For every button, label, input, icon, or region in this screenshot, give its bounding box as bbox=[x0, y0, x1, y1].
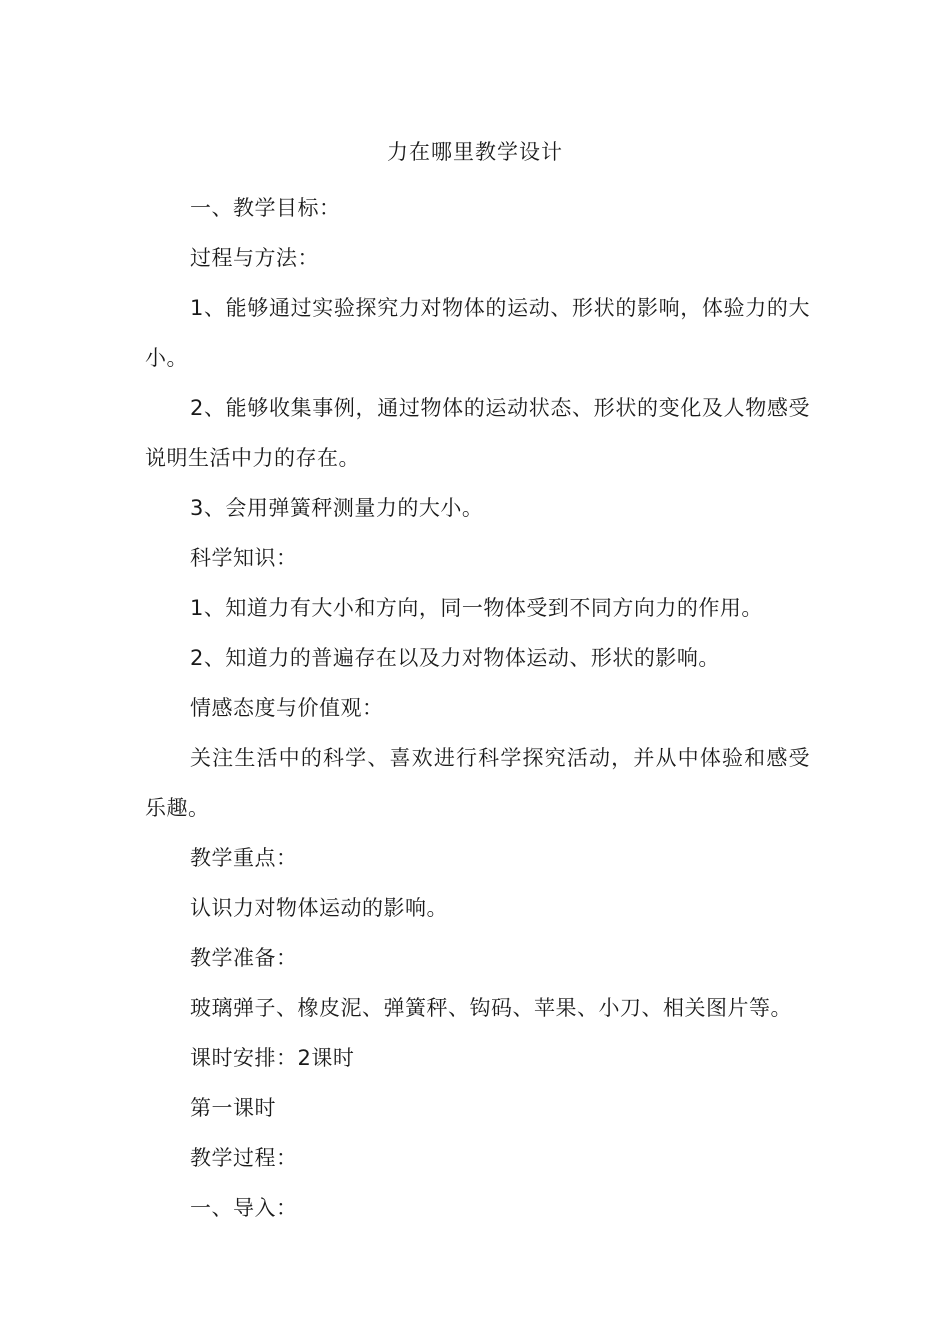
subheading-attitudes-values: 情感态度与价值观： bbox=[190, 696, 384, 720]
paragraph-attitudes: 关注生活中的科学、喜欢进行科学探究活动，并从中体验和感受乐趣。 bbox=[145, 746, 810, 820]
subheading-key-points: 教学重点： bbox=[190, 846, 298, 870]
list-item-process-1: 1、能够通过实验探究力对物体的运动、形状的影响，体验力的大小。 bbox=[145, 296, 810, 370]
paragraph-schedule: 课时安排：2课时 bbox=[190, 1046, 355, 1070]
document-title: 力在哪里教学设计 bbox=[387, 140, 563, 164]
list-item-process-3: 3、会用弹簧秤测量力的大小。 bbox=[190, 496, 484, 520]
section-heading-objectives: 一、教学目标： bbox=[190, 196, 341, 220]
paragraph-preparation: 玻璃弹子、橡皮泥、弹簧秤、钩码、苹果、小刀、相关图片等。 bbox=[190, 996, 792, 1020]
subheading-first-lesson: 第一课时 bbox=[190, 1096, 276, 1120]
subheading-process-methods: 过程与方法： bbox=[190, 246, 319, 270]
paragraph-key-points: 认识力对物体运动的影响。 bbox=[190, 896, 448, 920]
list-item-process-2: 2、能够收集事例，通过物体的运动状态、形状的变化及人物感受说明生活中力的存在。 bbox=[145, 396, 810, 470]
subheading-teaching-process: 教学过程： bbox=[190, 1146, 298, 1170]
subheading-preparation: 教学准备： bbox=[190, 946, 298, 970]
document-body bbox=[145, 183, 810, 1233]
list-item-knowledge-1: 1、知道力有大小和方向，同一物体受到不同方向力的作用。 bbox=[190, 596, 763, 620]
section-heading-introduction: 一、导入： bbox=[190, 1196, 298, 1220]
subheading-science-knowledge: 科学知识： bbox=[190, 546, 298, 570]
list-item-knowledge-2: 2、知道力的普遍存在以及力对物体运动、形状的影响。 bbox=[190, 646, 720, 670]
